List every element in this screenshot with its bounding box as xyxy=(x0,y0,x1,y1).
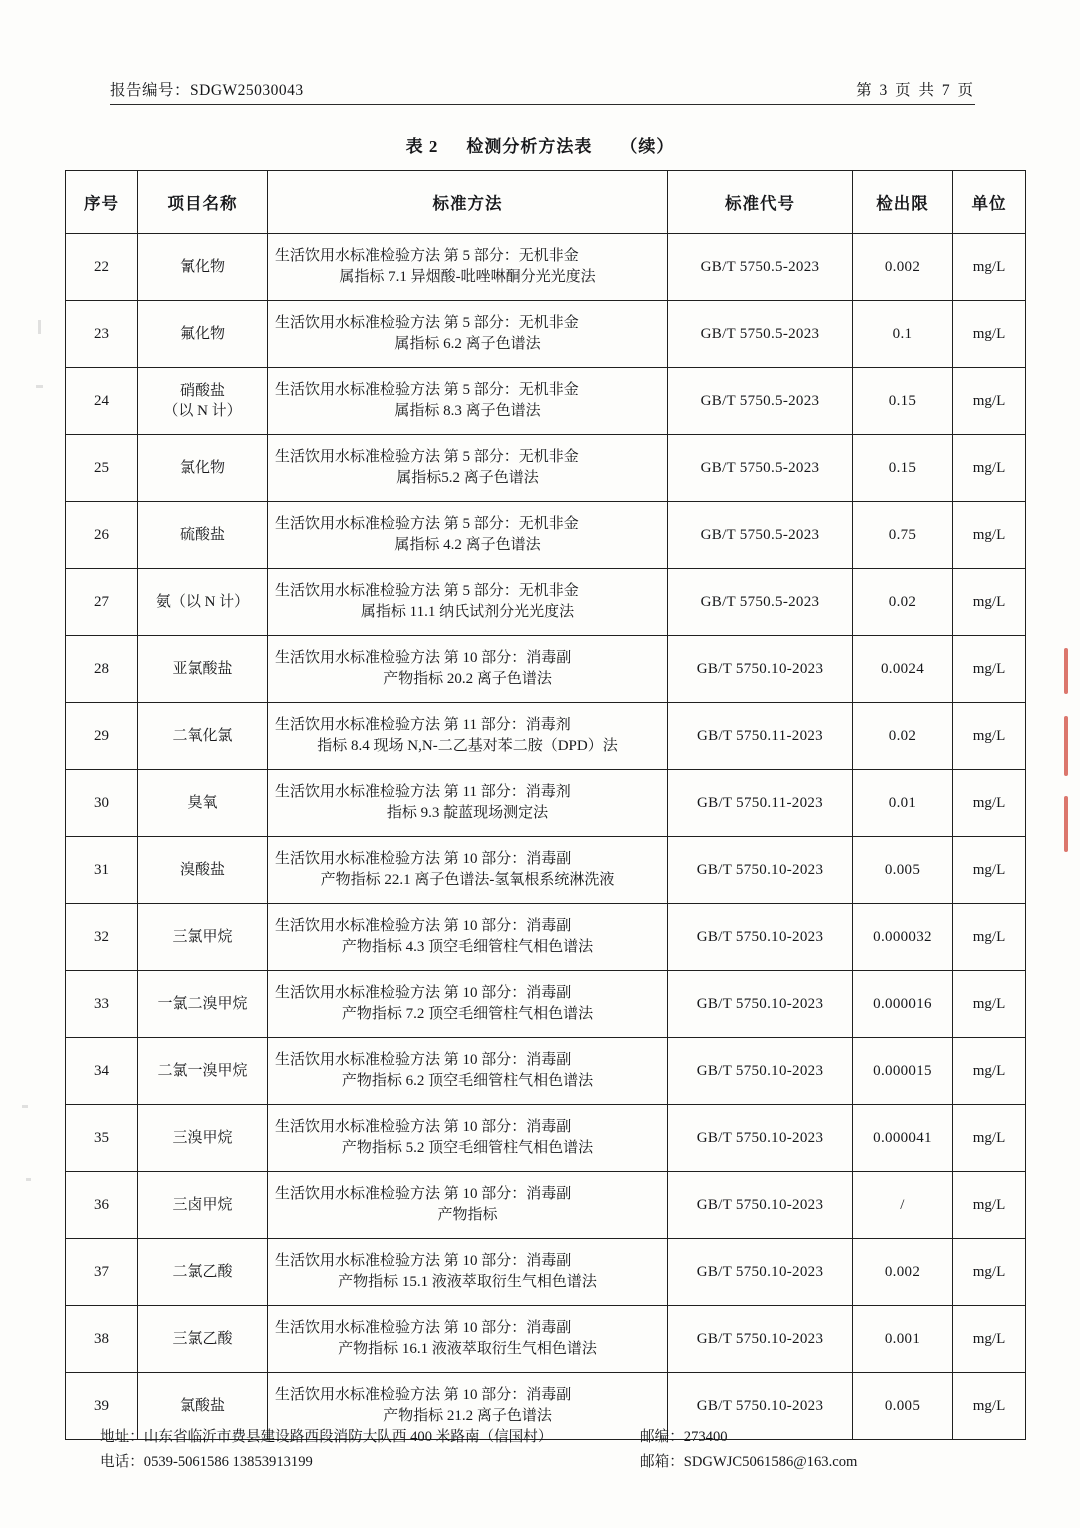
cell-item-name: 一氯二溴甲烷 xyxy=(138,971,268,1038)
cell-unit: mg/L xyxy=(953,703,1026,770)
method-line1: 生活饮用水标准检验方法 第 10 部分：消毒副 xyxy=(275,1118,572,1135)
cell-standard-code: GB/T 5750.10-2023 xyxy=(668,1239,853,1306)
table-row xyxy=(66,569,1026,636)
table-row xyxy=(66,703,1026,770)
cell-detection-limit: / xyxy=(853,1172,953,1239)
table-row xyxy=(66,234,1026,301)
footer-address: 地址：山东省临沂市费县建设路西段消防大队西 400 米路南（信国村） xyxy=(100,1428,553,1445)
cell-unit: mg/L xyxy=(953,1306,1026,1373)
cell-item-name: 二氧化氯 xyxy=(138,703,268,770)
scan-artifact xyxy=(22,1105,28,1108)
cell-standard-code: GB/T 5750.10-2023 xyxy=(668,1306,853,1373)
cell-detection-limit: 0.000041 xyxy=(853,1105,953,1172)
cell-unit: mg/L xyxy=(953,1373,1026,1440)
page-number: 第 3 页 共 7 页 xyxy=(856,82,975,99)
cell-seq: 24 xyxy=(66,368,138,435)
cell-unit: mg/L xyxy=(953,569,1026,636)
cell-seq: 22 xyxy=(66,234,138,301)
method-line1: 生活饮用水标准检验方法 第 10 部分：消毒副 xyxy=(275,1051,572,1068)
table-title-suffix: （续） xyxy=(620,137,675,156)
cell-detection-limit: 0.002 xyxy=(853,1239,953,1306)
cell-unit: mg/L xyxy=(953,770,1026,837)
cell-item-name: 氟化物 xyxy=(138,301,268,368)
cell-seq: 38 xyxy=(66,1306,138,1373)
cell-standard-code: GB/T 5750.10-2023 xyxy=(668,971,853,1038)
cell-unit: mg/L xyxy=(953,1239,1026,1306)
table-row xyxy=(66,435,1026,502)
cell-unit: mg/L xyxy=(953,1172,1026,1239)
cell-seq: 27 xyxy=(66,569,138,636)
method-line1: 生活饮用水标准检验方法 第 5 部分：无机非金 xyxy=(275,515,579,532)
method-line1: 生活饮用水标准检验方法 第 10 部分：消毒副 xyxy=(275,1185,572,1202)
method-line2: 产物指标 6.2 顶空毛细管柱气相色谱法 xyxy=(341,1073,594,1089)
cell-standard-method xyxy=(268,301,668,368)
column-header-method: 标准方法 xyxy=(268,171,668,234)
cell-standard-method xyxy=(268,1038,668,1105)
method-line1: 生活饮用水标准检验方法 第 10 部分：消毒副 xyxy=(275,850,572,867)
cell-standard-code: GB/T 5750.5-2023 xyxy=(668,435,853,502)
cell-item-name: 三氯乙酸 xyxy=(138,1306,268,1373)
cell-item-name: 臭氧 xyxy=(138,770,268,837)
method-line1: 生活饮用水标准检验方法 第 11 部分：消毒剂 xyxy=(275,783,571,800)
method-line2: 产物指标 16.1 液液萃取衍生气相色谱法 xyxy=(338,1341,597,1357)
cell-unit: mg/L xyxy=(953,301,1026,368)
table-row xyxy=(66,971,1026,1038)
cell-detection-limit: 0.02 xyxy=(853,703,953,770)
cell-seq: 26 xyxy=(66,502,138,569)
cell-unit: mg/L xyxy=(953,502,1026,569)
cell-item-name: 硫酸盐 xyxy=(138,502,268,569)
cell-unit: mg/L xyxy=(953,636,1026,703)
cell-standard-code: GB/T 5750.5-2023 xyxy=(668,502,853,569)
cell-item-name: 亚氯酸盐 xyxy=(138,636,268,703)
table-row xyxy=(66,904,1026,971)
method-line2: 产物指标 4.3 顶空毛细管柱气相色谱法 xyxy=(341,939,594,955)
cell-detection-limit: 0.15 xyxy=(853,368,953,435)
cell-seq: 31 xyxy=(66,837,138,904)
cell-unit: mg/L xyxy=(953,971,1026,1038)
cell-standard-method xyxy=(268,1239,668,1306)
scan-artifact xyxy=(26,1178,31,1181)
cell-seq: 32 xyxy=(66,904,138,971)
cell-detection-limit: 0.005 xyxy=(853,1373,953,1440)
cell-item-name xyxy=(138,368,268,435)
method-line1: 生活饮用水标准检验方法 第 10 部分：消毒副 xyxy=(275,1319,572,1336)
cell-standard-code: GB/T 5750.5-2023 xyxy=(668,234,853,301)
cell-unit: mg/L xyxy=(953,368,1026,435)
cell-detection-limit: 0.02 xyxy=(853,569,953,636)
method-line2: 指标 9.3 靛蓝现场测定法 xyxy=(386,805,549,821)
cell-seq: 36 xyxy=(66,1172,138,1239)
method-line2: 产物指标 7.2 顶空毛细管柱气相色谱法 xyxy=(341,1006,594,1022)
column-header-code: 标准代号 xyxy=(668,171,853,234)
cell-item-name: 氨（以 N 计） xyxy=(138,569,268,636)
table-title-name: 检测分析方法表 xyxy=(466,137,593,156)
cell-detection-limit: 0.75 xyxy=(853,502,953,569)
column-header-name: 项目名称 xyxy=(138,171,268,234)
cell-standard-code: GB/T 5750.10-2023 xyxy=(668,1373,853,1440)
cell-standard-code: GB/T 5750.5-2023 xyxy=(668,569,853,636)
cell-item-name: 三氯甲烷 xyxy=(138,904,268,971)
page-header xyxy=(110,78,975,100)
cell-item-name: 氯化物 xyxy=(138,435,268,502)
method-line1: 生活饮用水标准检验方法 第 5 部分：无机非金 xyxy=(275,247,579,264)
cell-seq: 33 xyxy=(66,971,138,1038)
method-line2: 产物指标 xyxy=(437,1207,498,1223)
footer-phone: 电话：0539-5061586 13853913199 xyxy=(100,1454,313,1471)
edge-mark xyxy=(1064,648,1068,694)
cell-standard-method xyxy=(268,435,668,502)
method-line2: 产物指标 21.2 离子色谱法 xyxy=(383,1408,552,1424)
table-row xyxy=(66,301,1026,368)
edge-mark xyxy=(1064,716,1068,776)
cell-standard-method xyxy=(268,368,668,435)
cell-item-name: 氯酸盐 xyxy=(138,1373,268,1440)
table-body xyxy=(66,234,1026,1440)
method-line1: 生活饮用水标准检验方法 第 5 部分：无机非金 xyxy=(275,448,579,465)
method-line2: 产物指标 5.2 顶空毛细管柱气相色谱法 xyxy=(341,1140,594,1156)
method-line1: 生活饮用水标准检验方法 第 10 部分：消毒副 xyxy=(275,649,572,666)
cell-standard-method xyxy=(268,770,668,837)
table-title-prefix: 表 2 xyxy=(405,137,439,156)
cell-unit: mg/L xyxy=(953,234,1026,301)
method-line2: 属指标 8.3 离子色谱法 xyxy=(394,403,541,419)
cell-seq: 23 xyxy=(66,301,138,368)
cell-detection-limit: 0.000016 xyxy=(853,971,953,1038)
report-number: 报告编号：SDGW25030043 xyxy=(110,82,304,99)
cell-standard-method xyxy=(268,1172,668,1239)
cell-standard-code: GB/T 5750.10-2023 xyxy=(668,636,853,703)
table-row xyxy=(66,1105,1026,1172)
cell-standard-code: GB/T 5750.10-2023 xyxy=(668,1038,853,1105)
cell-item-name: 三溴甲烷 xyxy=(138,1105,268,1172)
cell-standard-code: GB/T 5750.10-2023 xyxy=(668,837,853,904)
edge-mark xyxy=(1064,796,1068,852)
cell-standard-code: GB/T 5750.5-2023 xyxy=(668,368,853,435)
method-line2: 产物指标 20.2 离子色谱法 xyxy=(383,671,552,687)
cell-item-name: 二氯一溴甲烷 xyxy=(138,1038,268,1105)
scan-artifact xyxy=(38,320,41,334)
column-header-seq: 序号 xyxy=(66,171,138,234)
cell-seq: 25 xyxy=(66,435,138,502)
cell-detection-limit: 0.1 xyxy=(853,301,953,368)
cell-seq: 30 xyxy=(66,770,138,837)
cell-unit: mg/L xyxy=(953,837,1026,904)
cell-standard-method xyxy=(268,234,668,301)
cell-standard-method xyxy=(268,636,668,703)
table-row xyxy=(66,1306,1026,1373)
cell-seq: 39 xyxy=(66,1373,138,1440)
method-line2: 属指标 11.1 纳氏试剂分光光度法 xyxy=(360,604,575,620)
cell-standard-code: GB/T 5750.10-2023 xyxy=(668,904,853,971)
cell-item-name: 二氯乙酸 xyxy=(138,1239,268,1306)
cell-detection-limit: 0.000015 xyxy=(853,1038,953,1105)
table-title xyxy=(0,132,1080,157)
cell-standard-code: GB/T 5750.5-2023 xyxy=(668,301,853,368)
method-line2: 指标 8.4 现场 N,N-二乙基对苯二胺（DPD）法 xyxy=(317,738,618,754)
table-header-row xyxy=(66,171,1026,234)
method-line1: 生活饮用水标准检验方法 第 11 部分：消毒剂 xyxy=(275,716,571,733)
cell-standard-code: GB/T 5750.10-2023 xyxy=(668,1105,853,1172)
cell-detection-limit: 0.001 xyxy=(853,1306,953,1373)
cell-seq: 34 xyxy=(66,1038,138,1105)
cell-item-name: 三卤甲烷 xyxy=(138,1172,268,1239)
cell-standard-method xyxy=(268,569,668,636)
cell-standard-code: GB/T 5750.11-2023 xyxy=(668,770,853,837)
table-row xyxy=(66,1172,1026,1239)
cell-standard-method xyxy=(268,703,668,770)
cell-standard-method xyxy=(268,904,668,971)
footer-email: 邮箱：SDGWJC5061586@163.com xyxy=(640,1454,858,1471)
footer-postcode: 邮编：273400 xyxy=(640,1428,728,1445)
method-line1: 生活饮用水标准检验方法 第 10 部分：消毒副 xyxy=(275,1386,572,1403)
method-line1: 生活饮用水标准检验方法 第 5 部分：无机非金 xyxy=(275,582,579,599)
method-line1: 生活饮用水标准检验方法 第 5 部分：无机非金 xyxy=(275,381,579,398)
cell-detection-limit: 0.000032 xyxy=(853,904,953,971)
method-line2: 产物指标 15.1 液液萃取衍生气相色谱法 xyxy=(338,1274,597,1290)
header-divider xyxy=(110,104,975,105)
table-row xyxy=(66,770,1026,837)
method-line2: 属指标 6.2 离子色谱法 xyxy=(394,336,541,352)
item-name-line1: 硝酸盐 xyxy=(179,382,225,399)
cell-unit: mg/L xyxy=(953,1105,1026,1172)
column-header-limit: 检出限 xyxy=(853,171,953,234)
cell-item-name: 溴酸盐 xyxy=(138,837,268,904)
cell-detection-limit: 0.005 xyxy=(853,837,953,904)
page-footer xyxy=(100,1425,990,1476)
cell-unit: mg/L xyxy=(953,1038,1026,1105)
cell-detection-limit: 0.0024 xyxy=(853,636,953,703)
cell-standard-method xyxy=(268,971,668,1038)
cell-seq: 29 xyxy=(66,703,138,770)
table-row xyxy=(66,1239,1026,1306)
cell-standard-method xyxy=(268,502,668,569)
method-line2: 属指标 4.2 离子色谱法 xyxy=(394,537,541,553)
analysis-method-table xyxy=(65,170,1026,1440)
cell-unit: mg/L xyxy=(953,904,1026,971)
cell-seq: 28 xyxy=(66,636,138,703)
cell-unit: mg/L xyxy=(953,435,1026,502)
cell-standard-code: GB/T 5750.10-2023 xyxy=(668,1172,853,1239)
method-line1: 生活饮用水标准检验方法 第 5 部分：无机非金 xyxy=(275,314,579,331)
method-line2: 属指标 7.1 异烟酸-吡唑啉酮分光光度法 xyxy=(339,269,596,285)
method-line1: 生活饮用水标准检验方法 第 10 部分：消毒副 xyxy=(275,984,572,1001)
table-row xyxy=(66,502,1026,569)
table-row xyxy=(66,837,1026,904)
column-header-unit: 单位 xyxy=(953,171,1026,234)
method-line1: 生活饮用水标准检验方法 第 10 部分：消毒副 xyxy=(275,1252,572,1269)
cell-standard-method xyxy=(268,1306,668,1373)
item-name-line2: （以 N 计） xyxy=(163,403,242,419)
cell-standard-code: GB/T 5750.11-2023 xyxy=(668,703,853,770)
cell-standard-method xyxy=(268,1105,668,1172)
method-line1: 生活饮用水标准检验方法 第 10 部分：消毒副 xyxy=(275,917,572,934)
cell-seq: 37 xyxy=(66,1239,138,1306)
cell-standard-method xyxy=(268,837,668,904)
cell-detection-limit: 0.15 xyxy=(853,435,953,502)
cell-item-name: 氰化物 xyxy=(138,234,268,301)
cell-detection-limit: 0.002 xyxy=(853,234,953,301)
cell-detection-limit: 0.01 xyxy=(853,770,953,837)
table-row xyxy=(66,1038,1026,1105)
method-line2: 产物指标 22.1 离子色谱法-氢氧根系统淋洗液 xyxy=(320,872,615,888)
method-line2: 属指标5.2 离子色谱法 xyxy=(396,470,539,486)
table-row xyxy=(66,368,1026,435)
cell-seq: 35 xyxy=(66,1105,138,1172)
table-row xyxy=(66,636,1026,703)
scan-artifact xyxy=(36,385,43,388)
